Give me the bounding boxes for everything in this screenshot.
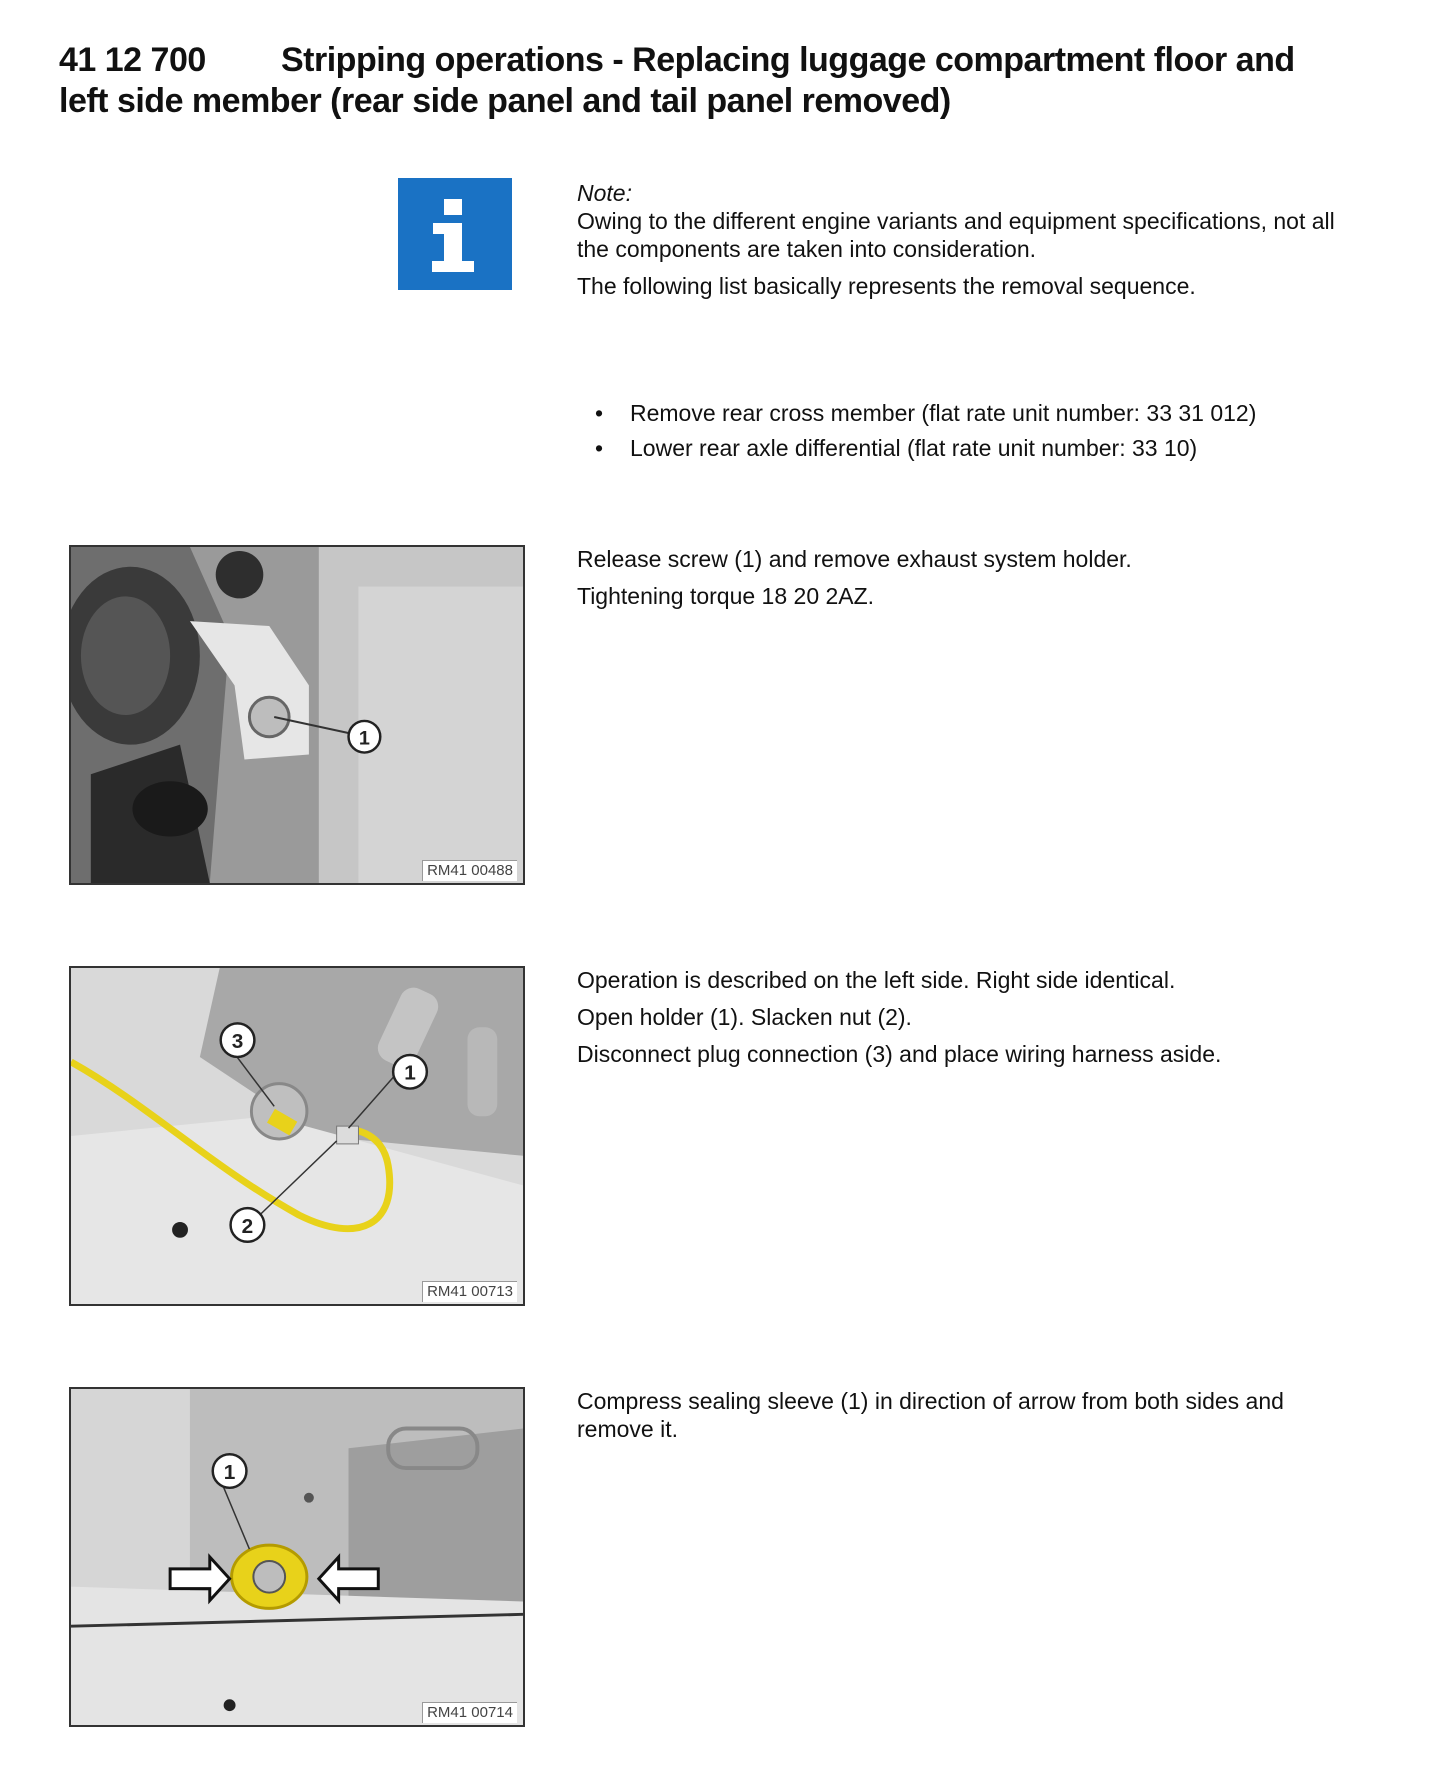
removal-list [595, 396, 1256, 466]
note-label: Note: [577, 180, 632, 206]
figure-label: RM41 00714 [422, 1702, 517, 1723]
figure-wiring-harness [69, 966, 525, 1306]
page-title [59, 40, 1399, 122]
figure-exhaust-holder [69, 545, 525, 885]
info-icon [398, 178, 512, 290]
figure-sealing-sleeve [69, 1387, 525, 1727]
step-1-line-1: Release screw (1) and remove exhaust system holder. [577, 546, 1132, 572]
step-1-text [577, 545, 1337, 619]
note-text-1: Owing to the different engine variants and equipment specifications, not all the components are taken into consideration. [577, 208, 1335, 262]
list-item: • Lower rear axle differential (flat rate unit number: 33 10) [595, 431, 1256, 466]
step-2-line-2: Open holder (1). Slacken nut (2). [577, 1004, 912, 1030]
callout-1: 1 [358, 727, 370, 750]
list-item: • Remove rear cross member (flat rate unit number: 33 31 012) [595, 396, 1256, 431]
title-line-2: left side member (rear side panel and tail panel removed) [59, 82, 951, 120]
title-line-1: Stripping operations - Replacing luggage compartment floor and [281, 41, 1295, 79]
figure-label: RM41 00488 [422, 860, 517, 881]
step-2-text [577, 966, 1337, 1077]
step-3-text [577, 1387, 1337, 1452]
step-2-line-1: Operation is described on the left side. Right side identical. [577, 967, 1176, 993]
callout-1: 1 [404, 1061, 416, 1085]
callout-2: 2 [241, 1214, 254, 1238]
step-2-line-3: Disconnect plug connection (3) and place wiring harness aside. [577, 1041, 1222, 1067]
callout-1: 1 [223, 1460, 236, 1484]
section-code: 41 12 700 [59, 41, 206, 79]
step-1-line-2: Tightening torque 18 20 2AZ. [577, 583, 875, 609]
figure-label: RM41 00713 [422, 1281, 517, 1302]
note-block [577, 179, 1337, 309]
callout-3: 3 [231, 1030, 244, 1054]
note-text-2: The following list basically represents the removal sequence. [577, 273, 1196, 299]
step-3-line-1: Compress sealing sleeve (1) in direction of arrow from both sides and remove it. [577, 1388, 1284, 1442]
